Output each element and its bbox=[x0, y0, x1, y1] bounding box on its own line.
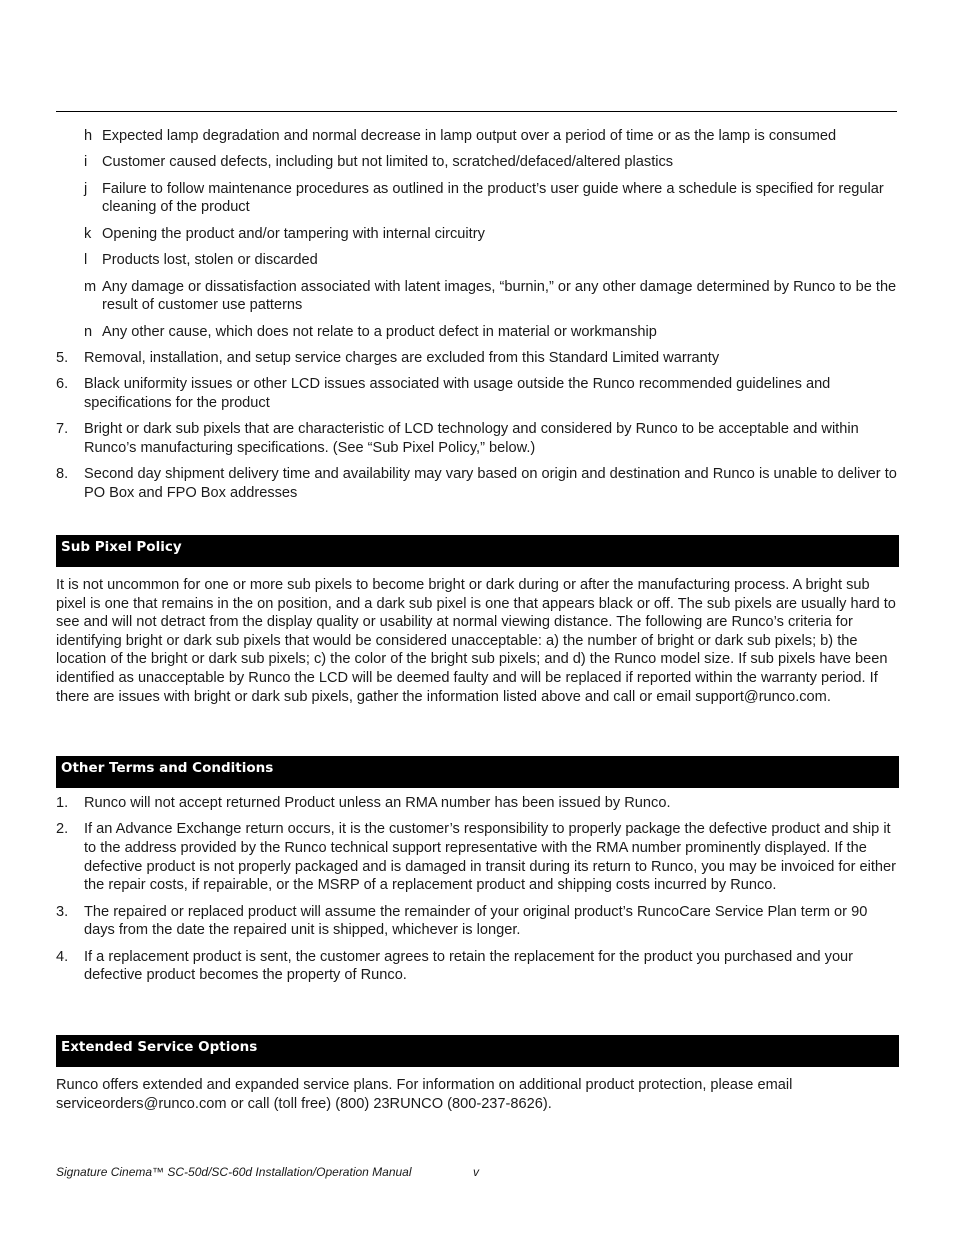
list-text: Removal, installation, and setup service charges are excluded from this Standard Limited warranty bbox=[84, 349, 720, 366]
section-heading-sub-pixel-policy bbox=[56, 535, 899, 567]
extended-service-paragraph: Runco offers extended and expanded service plans. For information on additional product protection, please email serviceorders@runco.com or call (toll free) (800) 23RUNCO (800-237-8626). bbox=[56, 1077, 793, 1112]
list-item bbox=[56, 465, 898, 502]
list-text: The repaired or replaced product will assume the remainder of your original product’s RuncoCare Service Plan term or 90 days from the date the repaired unit is shipped, whichever is longer. bbox=[84, 903, 868, 939]
list-text: Black uniformity issues or other LCD issues associated with usage outside the Runco recommended guidelines and specifications for the product bbox=[84, 376, 831, 411]
list-marker: 8. bbox=[56, 466, 69, 483]
list-item bbox=[56, 420, 898, 457]
other-terms-list bbox=[56, 794, 898, 993]
list-text: Runco will not accept returned Product unless an RMA number has been issued by Runco. bbox=[84, 795, 671, 811]
list-marker: 4. bbox=[56, 948, 69, 965]
list-marker: h bbox=[84, 128, 93, 144]
list-marker: 1. bbox=[56, 795, 69, 811]
list-marker: 5. bbox=[56, 349, 69, 366]
list-text: Products lost, stolen or discarded bbox=[102, 252, 318, 269]
list-item bbox=[56, 948, 898, 985]
list-item bbox=[56, 903, 898, 940]
list-text: Any other cause, which does not relate to a product defect in material or workmanship bbox=[102, 323, 657, 340]
list-marker: l bbox=[84, 252, 88, 269]
list-subitem bbox=[56, 278, 898, 315]
list-subitem bbox=[56, 153, 898, 172]
header-rule bbox=[56, 111, 897, 112]
section-heading-extended-service bbox=[56, 1035, 899, 1067]
list-text: Opening the product and/or tampering with internal circuitry bbox=[102, 225, 485, 242]
list-marker: j bbox=[84, 180, 88, 197]
list-marker: 6. bbox=[56, 376, 69, 393]
list-item bbox=[56, 349, 898, 368]
list-subitem bbox=[56, 180, 898, 217]
list-item bbox=[56, 820, 898, 894]
list-subitem bbox=[56, 251, 898, 270]
section-heading-text: Sub Pixel Policy bbox=[61, 539, 182, 555]
list-text: Any damage or dissatisfaction associated with latent images, “burnin,” or any other damage determined by Runco to be the result of customer use patterns bbox=[102, 278, 897, 314]
sub-pixel-policy-paragraph: It is not uncommon for one or more sub pixels to become bright or dark during or after the manufacturing process. A bright sub pixel is one that remains in the on position, and a dark sub pixel is one that appears black or off. The sub pixels are usually hard to see and will not detract from the display quality or usability at normal viewing distance. The following are Runco’s criteria for identifying bright or dark sub pixels that would be considered unacceptable: a) the number of bright or dark sub pixels; b) the location of the bright or dark sub pixels; c) the color of the bright sub pixels; and d) the Runco model size. If sub pixels have been identified as unacceptable by Runco the LCD will be deemed faulty and will be replaced if reported within the warranty period. If there are issues with bright or dark sub pixels, gather the information listed above and call or email support@runco.com. bbox=[56, 577, 896, 705]
warranty-exclusions-list bbox=[56, 127, 898, 510]
list-text: If an Advance Exchange return occurs, it is the customer’s responsibility to properly package the defective product and ship it to the address provided by the Runco technical support representative with the RMA number prominently displayed. If the defective product is not properly packaged and is damaged in transit during its return to Runco, you may be invoiced for either the repair costs, if repairable, or the MSRP of a replacement product and shipping costs incurred by Runco. bbox=[84, 821, 897, 894]
list-marker: m bbox=[84, 278, 97, 295]
section-heading-other-terms bbox=[56, 756, 899, 788]
list-subitem bbox=[56, 323, 898, 342]
list-marker: 2. bbox=[56, 821, 69, 838]
list-marker: i bbox=[84, 154, 88, 171]
list-marker: n bbox=[84, 323, 93, 340]
list-text: Customer caused defects, including but not limited to, scratched/defaced/altered plastics bbox=[102, 154, 674, 171]
list-text: Second day shipment delivery time and availability may vary based on origin and destination and Runco is unable to deliver to PO Box and FPO Box addresses bbox=[84, 466, 897, 501]
list-marker: 7. bbox=[56, 421, 69, 438]
list-marker: k bbox=[84, 225, 92, 242]
section-heading-text: Other Terms and Conditions bbox=[61, 760, 274, 776]
list-item bbox=[56, 794, 898, 813]
list-marker: 3. bbox=[56, 903, 69, 920]
list-subitem bbox=[56, 127, 898, 146]
section-heading-text: Extended Service Options bbox=[61, 1039, 258, 1055]
list-text: If a replacement product is sent, the customer agrees to retain the replacement for the product you purchased and your defective product becomes the property of Runco. bbox=[84, 948, 854, 984]
list-text: Failure to follow maintenance procedures as outlined in the product’s user guide where a schedule is specified for regular cleaning of the product bbox=[102, 180, 884, 216]
footer-manual-title: Signature Cinema™ SC-50d/SC-60d Installation/Operation Manual bbox=[56, 1165, 412, 1179]
list-text: Bright or dark sub pixels that are characteristic of LCD technology and considered by Runco to be acceptable and within Runco’s manufacturing specifications. (See “Sub Pixel Policy,” below.) bbox=[84, 421, 859, 456]
footer-page-number: v bbox=[473, 1165, 479, 1179]
list-subitem bbox=[56, 225, 898, 244]
list-text: Expected lamp degradation and normal decrease in lamp output over a period of time or as the lamp is consumed bbox=[102, 128, 837, 144]
list-item bbox=[56, 375, 898, 412]
